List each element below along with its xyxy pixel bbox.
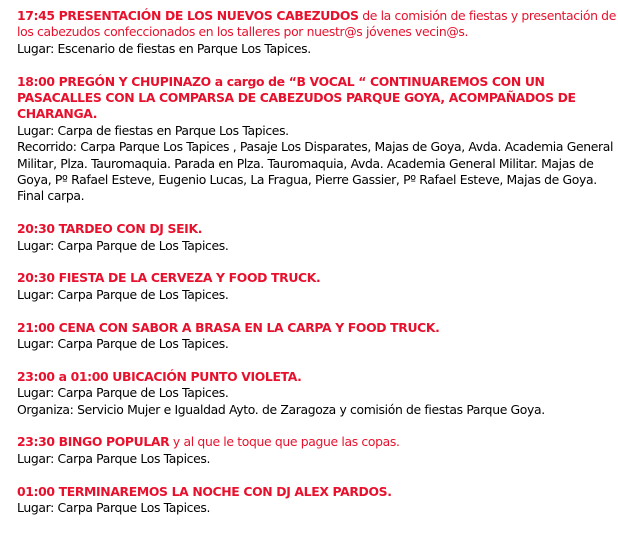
event-item-dj-final (17, 484, 618, 517)
event-place: Lugar: Carpa Parque de Los Tapices. (17, 286, 229, 302)
event-item-cabezudos (17, 8, 618, 57)
event-place: Lugar: Carpa Parque Los Tapices. (17, 500, 211, 516)
event-item-pregon (17, 74, 618, 205)
event-title: 17:45 PRESENTACIÓN DE LOS NUEVOS CABEZUDOS (17, 8, 359, 23)
event-item-tardeo (17, 221, 618, 254)
event-organizer: Organiza: Servicio Mujer e Igualdad Ayto. de Zaragoza y comisión de fiestas Parque Goya. (17, 401, 545, 417)
event-item-cerveza (17, 270, 618, 303)
event-title: 20:30 TARDEO CON DJ SEIK. (17, 221, 203, 237)
event-heading (17, 434, 618, 450)
event-place: Lugar: Escenario de fiestas en Parque Los Tapices. (17, 40, 311, 56)
event-place: Lugar: Carpa Parque de Los Tapices. (17, 385, 229, 401)
event-item-cena (17, 320, 618, 353)
event-route: Recorrido: Carpa Parque Los Tapices , Pasaje Los Disparates, Majas de Goya, Avda. Academia General Militar, Plza. Tauromaquia. Parada en Plza. Tauromaquia, Avda. Academia General Militar. Majas de Goya, Pº Rafael Esteve, Eugenio Lucas, La Fragua, Pierre Gassier, Pº Rafael Esteve, Majas de Goya. Final carpa. (17, 139, 614, 204)
event-title: 21:00 CENA CON SABOR A BRASA EN LA CARPA Y FOOD TRUCK. (17, 319, 440, 335)
event-place: Lugar: Carpa Parque de Los Tapices. (17, 237, 229, 253)
event-title: 23:00 a 01:00 UBICACIÓN PUNTO VIOLETA. (17, 368, 302, 384)
event-heading (17, 8, 618, 41)
event-title: 01:00 TERMINAREMOS LA NOCHE CON DJ ALEX PARDOS. (17, 483, 392, 499)
event-item-bingo (17, 434, 618, 467)
event-title: 18:00 PREGÓN Y CHUPINAZO a cargo de “B VOCAL “ CONTINUAREMOS CON UN PASACALLES CON LA COMPARSA DE CABEZUDOS PARQUE GOYA, ACOMPAÑADOS DE CHARANGA. (17, 73, 576, 122)
event-title-rest: de la comisión de fiestas y presentación de los cabezudos confeccionados en los talleres por nuestr@s jóvenes vecin@s. (17, 8, 616, 40)
event-title: 20:30 FIESTA DE LA CERVEZA Y FOOD TRUCK. (17, 270, 321, 286)
event-title-rest: y al que le toque que pague las copas. (169, 434, 400, 450)
event-place: Lugar: Carpa Parque de Los Tapices. (17, 336, 229, 352)
event-place: Lugar: Carpa Parque Los Tapices. (17, 450, 211, 466)
event-place: Lugar: Carpa de fiestas en Parque Los Tapices. (17, 122, 289, 138)
event-title: 23:30 BINGO POPULAR (17, 434, 170, 450)
event-item-punto-violeta (17, 369, 618, 418)
